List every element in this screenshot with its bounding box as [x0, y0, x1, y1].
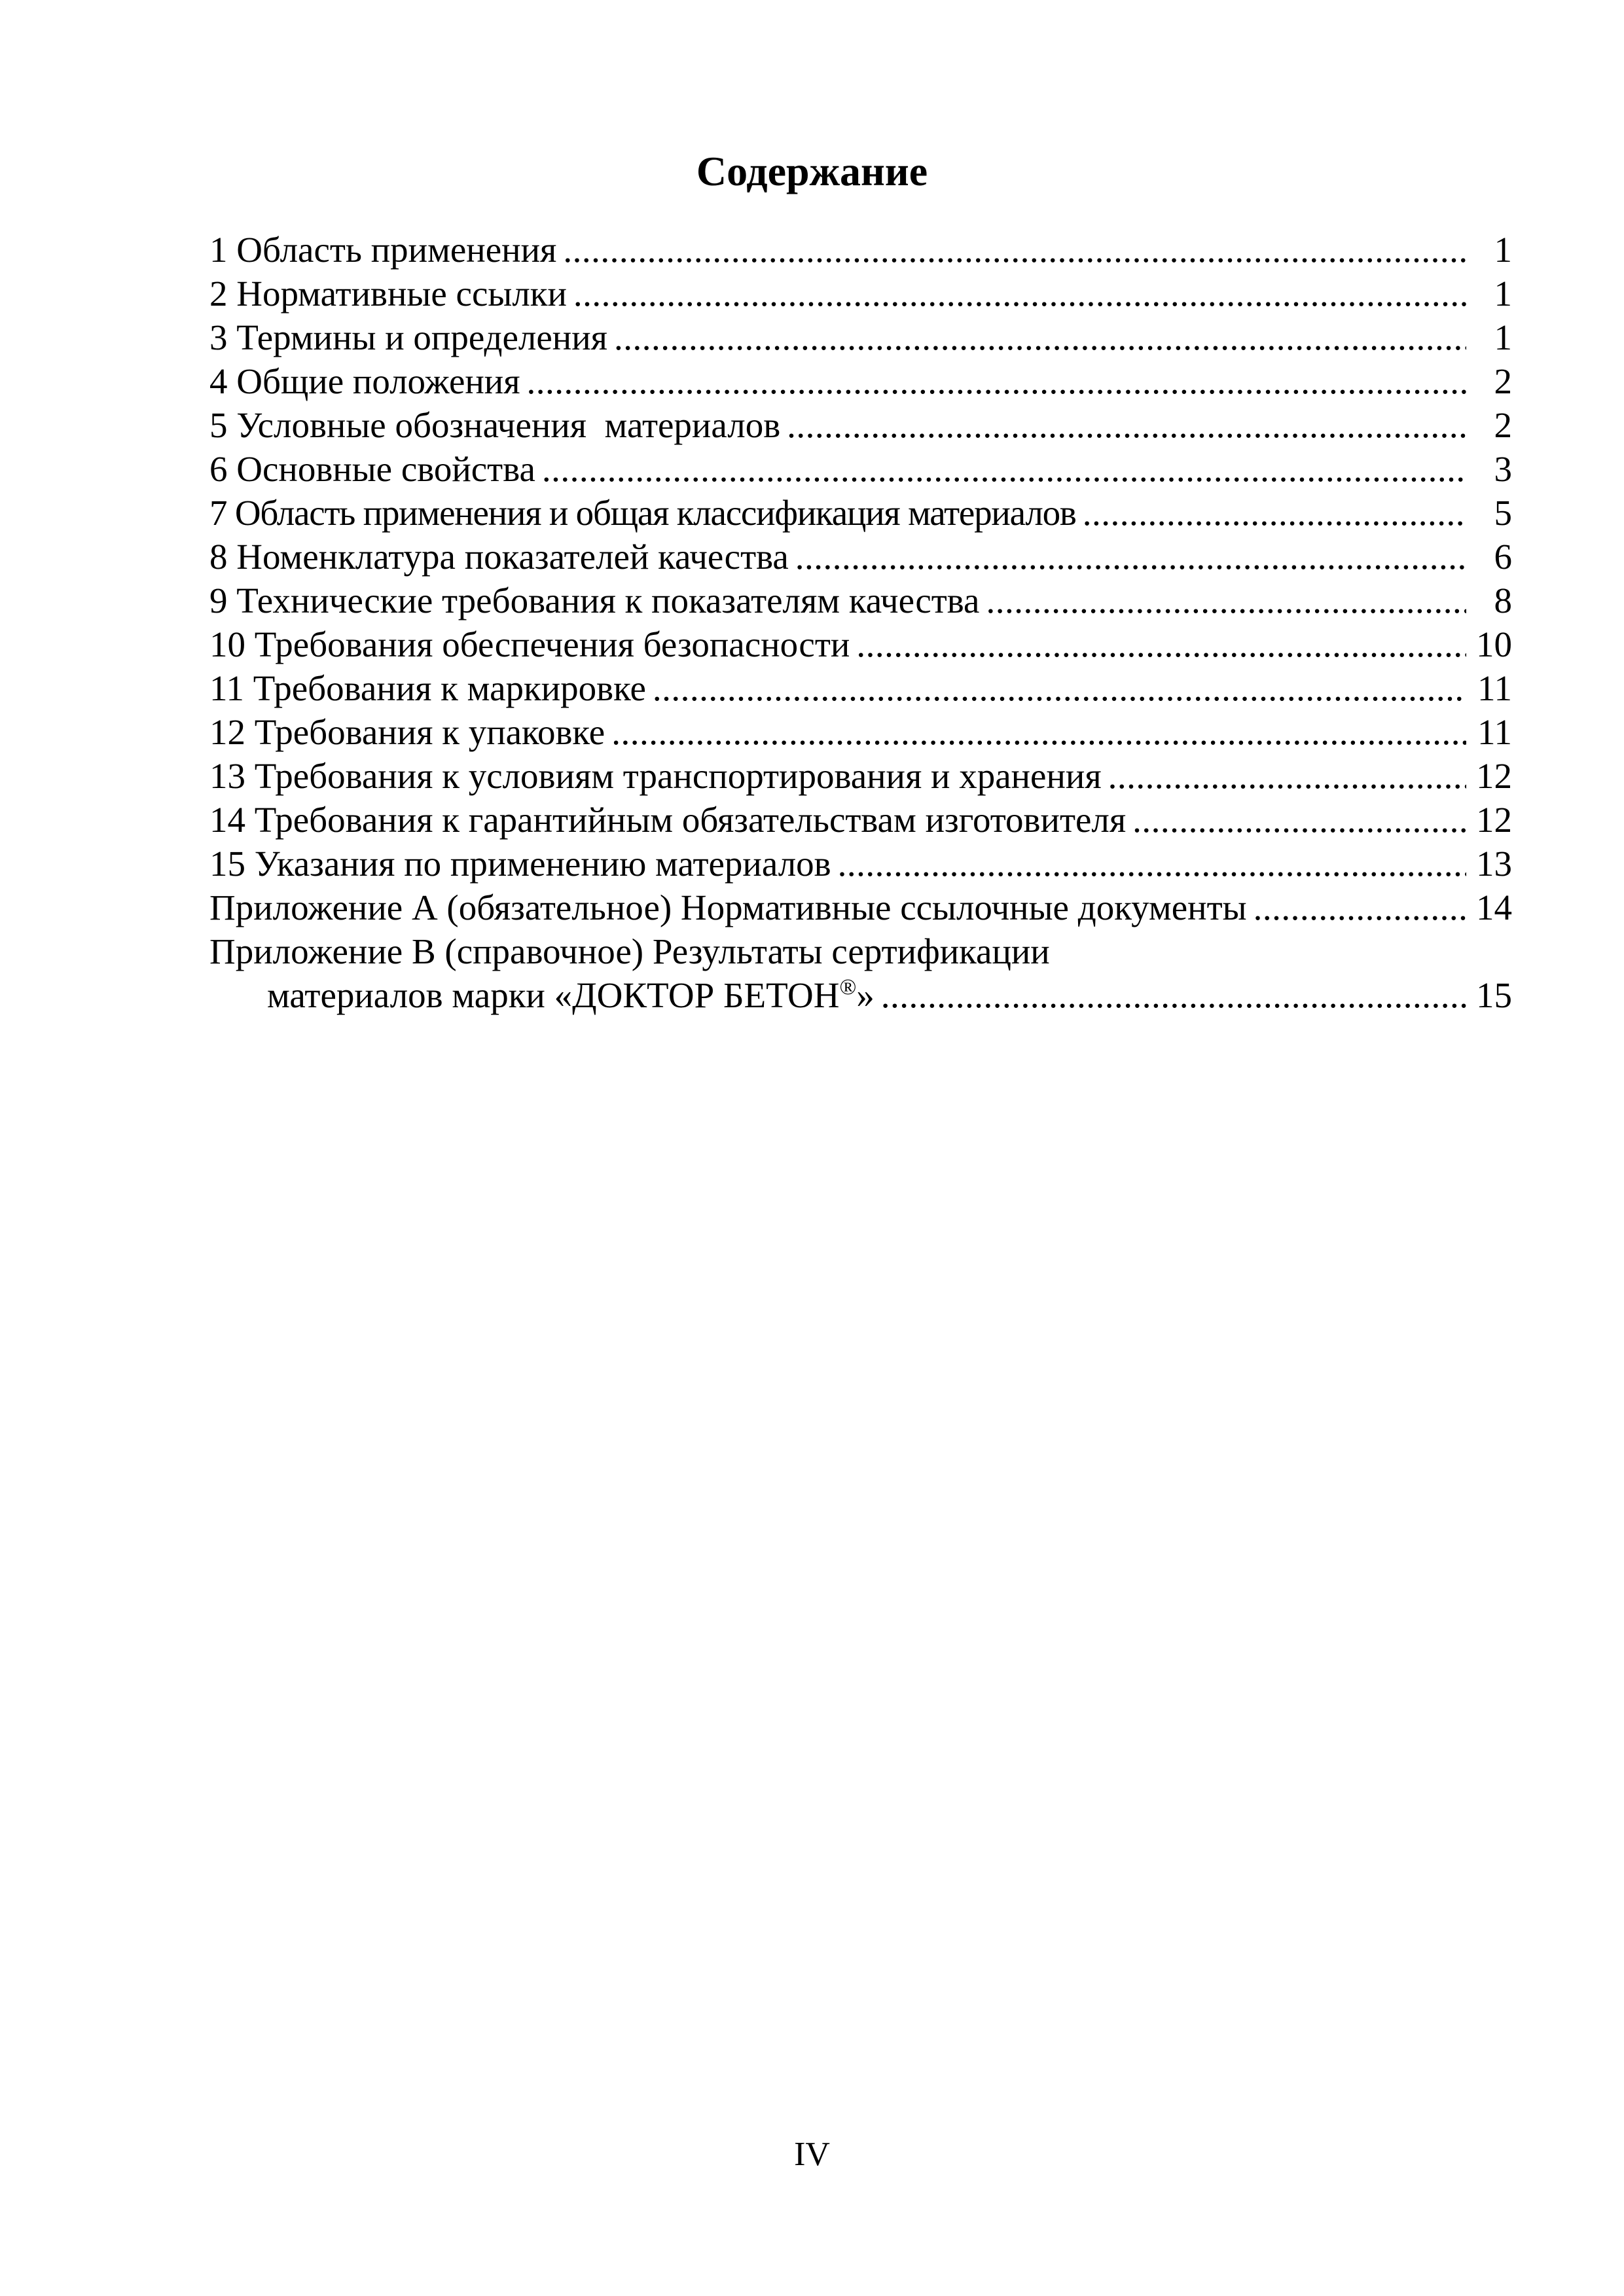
toc-entry-8[interactable] [209, 535, 1512, 579]
dot-leader [611, 710, 1466, 754]
toc-entry-label: 1 Область применения [209, 230, 557, 270]
toc-entry-12[interactable] [209, 710, 1512, 754]
closing-quote: » [856, 975, 875, 1015]
toc-entry-label: 3 Термины и определения [209, 317, 607, 357]
registered-trademark-sign: ® [839, 975, 857, 999]
toc-entry-label: 15 Указания по применению материалов [209, 844, 831, 884]
toc-entry-label: Приложение В (справочное) Результаты сертификации [209, 931, 1050, 971]
toc-entry-page: 11 [1477, 668, 1512, 708]
toc-entry-appendix-b[interactable] [209, 929, 1512, 973]
dot-leader [1108, 754, 1466, 798]
toc-entry-13[interactable] [209, 754, 1512, 798]
toc-entry-page: 8 [1494, 581, 1512, 620]
dot-leader [542, 447, 1466, 491]
dot-leader [1083, 491, 1466, 535]
dot-leader [563, 228, 1466, 272]
toc-entry-10[interactable] [209, 622, 1512, 666]
toc-entry-appendix-a[interactable] [209, 886, 1512, 929]
dot-leader [573, 272, 1466, 315]
toc-entry-3[interactable] [209, 315, 1512, 359]
toc-entry-9[interactable] [209, 579, 1512, 622]
toc-entry-page: 14 [1476, 888, 1512, 927]
dot-leader [787, 403, 1466, 447]
toc-entry-page: 12 [1476, 800, 1512, 840]
toc-entry-page: 11 [1477, 712, 1512, 752]
dot-leader [527, 359, 1466, 403]
page-number: IV [794, 2136, 830, 2173]
toc-entry-6[interactable] [209, 447, 1512, 491]
page-title: Содержание [696, 148, 928, 194]
toc-entry-label: 9 Технические требования к показателям качества [209, 581, 980, 620]
toc-entry-page: 2 [1494, 405, 1512, 445]
toc-entry-label: 7 Область применения и общая классификация материалов [209, 493, 1076, 533]
dot-leader [614, 315, 1466, 359]
dot-leader [986, 579, 1466, 622]
dot-leader [1254, 886, 1466, 929]
toc-entry-label: 12 Требования к упаковке [209, 712, 605, 752]
toc-entry-page: 13 [1476, 844, 1512, 884]
toc-entry-page: 12 [1476, 756, 1512, 796]
dot-leader [653, 666, 1466, 710]
toc-entry-page: 2 [1494, 361, 1512, 401]
toc-entry-label: 14 Требования к гарантийным обязательствам изготовителя [209, 800, 1127, 840]
toc-entry-label-text: материалов марки «ДОКТОР БЕТОН [267, 975, 840, 1015]
toc-entry-label [267, 973, 881, 1017]
toc-entry-5[interactable] [209, 403, 1512, 447]
toc-entry-label: 2 Нормативные ссылки [209, 274, 567, 314]
toc-entry-7[interactable] [209, 491, 1512, 535]
toc-entry-2[interactable] [209, 272, 1512, 315]
toc-entry-page: 1 [1494, 274, 1512, 314]
dot-leader [881, 973, 1466, 1017]
toc-entry-page: 5 [1494, 493, 1512, 533]
toc-entry-14[interactable] [209, 798, 1512, 842]
toc-entry-page: 3 [1494, 449, 1512, 489]
dot-leader [856, 622, 1466, 666]
toc-entry-label: 13 Требования к условиям транспортирования и хранения [209, 756, 1102, 796]
table-of-contents [209, 228, 1512, 1017]
toc-entry-label: 10 Требования обеспечения безопасности [209, 624, 850, 664]
toc-entry-page: 1 [1494, 230, 1512, 270]
toc-entry-11[interactable] [209, 666, 1512, 710]
toc-entry-4[interactable] [209, 359, 1512, 403]
toc-entry-label: 4 Общие положения [209, 361, 520, 401]
toc-entry-label: 6 Основные свойства [209, 449, 535, 489]
toc-entry-label: 11 Требования к маркировке [209, 668, 646, 708]
toc-entry-page: 6 [1494, 537, 1512, 577]
toc-entry-15[interactable] [209, 842, 1512, 886]
dot-leader [1132, 798, 1466, 842]
dot-leader [838, 842, 1466, 886]
dot-leader [795, 535, 1466, 579]
toc-entry-label: Приложение А (обязательное) Нормативные ссылочные документы [209, 888, 1247, 927]
toc-entry-page: 10 [1476, 624, 1512, 664]
toc-entry-1[interactable] [209, 228, 1512, 272]
toc-entry-page: 1 [1494, 317, 1512, 357]
toc-entry-page: 15 [1476, 975, 1512, 1015]
toc-entry-label: 8 Номенклатура показателей качества [209, 537, 789, 577]
toc-entry-label: 5 Условные обозначения материалов [209, 405, 781, 445]
toc-entry-appendix-b-continuation[interactable] [209, 973, 1512, 1017]
